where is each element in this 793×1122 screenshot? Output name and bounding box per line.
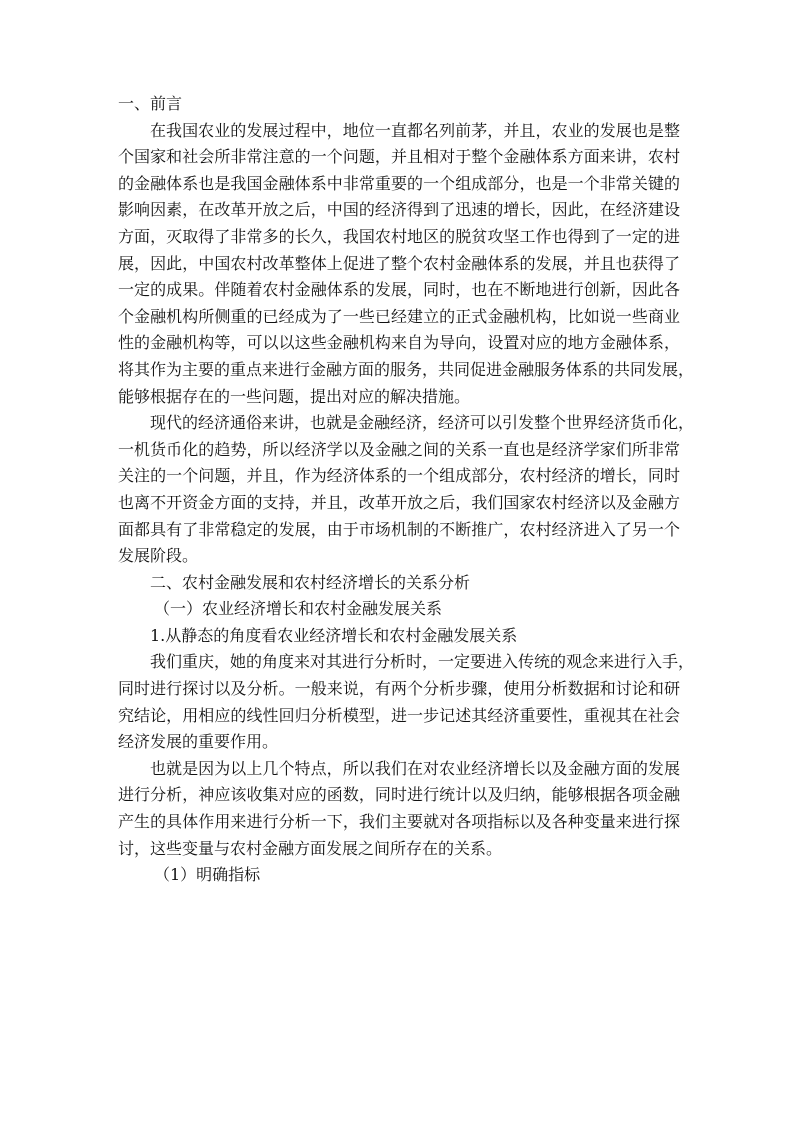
document-page: [118, 91, 695, 889]
paragraph-line: 我们重庆，她的角度来对其进行分析时，一定要进入传统的观念来进行入手，: [150, 652, 695, 672]
paragraph-line: 影响因素，在改革开放之后，中国的经济得到了迅速的增长，因此，在经济建设: [118, 200, 680, 220]
section-heading-preface: 一、前言: [118, 94, 183, 113]
subsection-heading: （一）农业经济增长和农村金融发展关系: [154, 599, 443, 619]
paragraph-line: 同时进行探讨以及分析。一般来说，有两个分析步骤，使用分析数据和讨论和研: [118, 679, 680, 699]
paragraph-line: 性的金融机构等，可以以这些金融机构来自为导向，设置对应的地方金融体系，: [118, 333, 680, 353]
paragraph-line: 一机货币化的趋势，所以经济学以及金融之间的关系一直也是经济学家们所非常: [118, 439, 680, 459]
paragraph-line: 个国家和社会所非常注意的一个问题，并且相对于整个金融体系方面来讲，农村: [118, 147, 680, 167]
paragraph-line: 能够根据存在的一些问题，提出对应的解决措施。: [118, 386, 471, 406]
paragraph-static-analysis: [118, 649, 695, 755]
paragraph-preface: [118, 118, 695, 411]
paragraph-line: 面都具有了非常稳定的发展，由于市场机制的不断推广，农村经济进入了另一个: [118, 519, 680, 539]
paragraph-line: 个金融机构所侧重的已经成为了一些已经建立的正式金融机构，比如说一些商业: [118, 306, 680, 326]
paragraph-line: 发展阶段。: [118, 546, 199, 566]
section-heading-relationship: 二、农村金融发展和农村经济增长的关系分析: [150, 572, 471, 592]
paragraph-line: 方面，灭取得了非常多的长久，我国农村地区的脱贫攻坚工作也得到了一定的进: [118, 226, 680, 246]
paragraph-line: 关注的一个问题，并且，作为经济体系的一个组成部分，农村经济的增长，同时: [118, 466, 680, 486]
paragraph-line: 一定的成果。伴随着农村金融体系的发展，同时，也在不断地进行创新，因此各: [118, 280, 680, 300]
paragraph-line: 现代的经济通俗来讲，也就是金融经济，经济可以引发整个世界经济货币化，: [150, 413, 695, 433]
paragraph-line: 展，因此，中国农村改革整体上促进了整个农村金融体系的发展，并且也获得了: [118, 253, 680, 273]
sub-item-heading: （1）明确指标: [154, 865, 261, 885]
paragraph-line: 将其作为主要的重点来进行金融方面的服务，共同促进金融服务体系的共同发展，: [118, 359, 695, 379]
paragraph-line: 进行分析，神应该收集对应的函数，同时进行统计以及归纳，能够根据各项金融: [118, 785, 680, 805]
paragraph-line: 产生的具体作用来进行分析一下，我们主要就对各项指标以及各种变量来进行探: [118, 812, 680, 832]
paragraph-line: 经济发展的重要作用。: [118, 732, 279, 752]
paragraph-line: 也离不开资金方面的支持，并且，改革开放之后，我们国家农村经济以及金融方: [118, 492, 680, 512]
paragraph-line: 讨，这些变量与农村金融方面发展之间所存在的关系。: [118, 838, 503, 858]
paragraph-line: 究结论，用相应的线性回归分析模型，进一步记述其经济重要性，重视其在社会: [118, 705, 680, 725]
item-heading: 1.从静态的角度看农业经济增长和农村金融发展关系: [150, 625, 518, 645]
paragraph-characteristics: [118, 756, 680, 862]
paragraph-line: 在我国农业的发展过程中，地位一直都名列前茅，并且，农业的发展也是整: [150, 120, 680, 140]
paragraph-modern-economy: [118, 410, 695, 570]
paragraph-line: 也就是因为以上几个特点，所以我们在对农业经济增长以及金融方面的发展: [150, 758, 680, 778]
paragraph-line: 的金融体系也是我国金融体系中非常重要的一个组成部分，也是一个非常关键的: [118, 173, 680, 193]
